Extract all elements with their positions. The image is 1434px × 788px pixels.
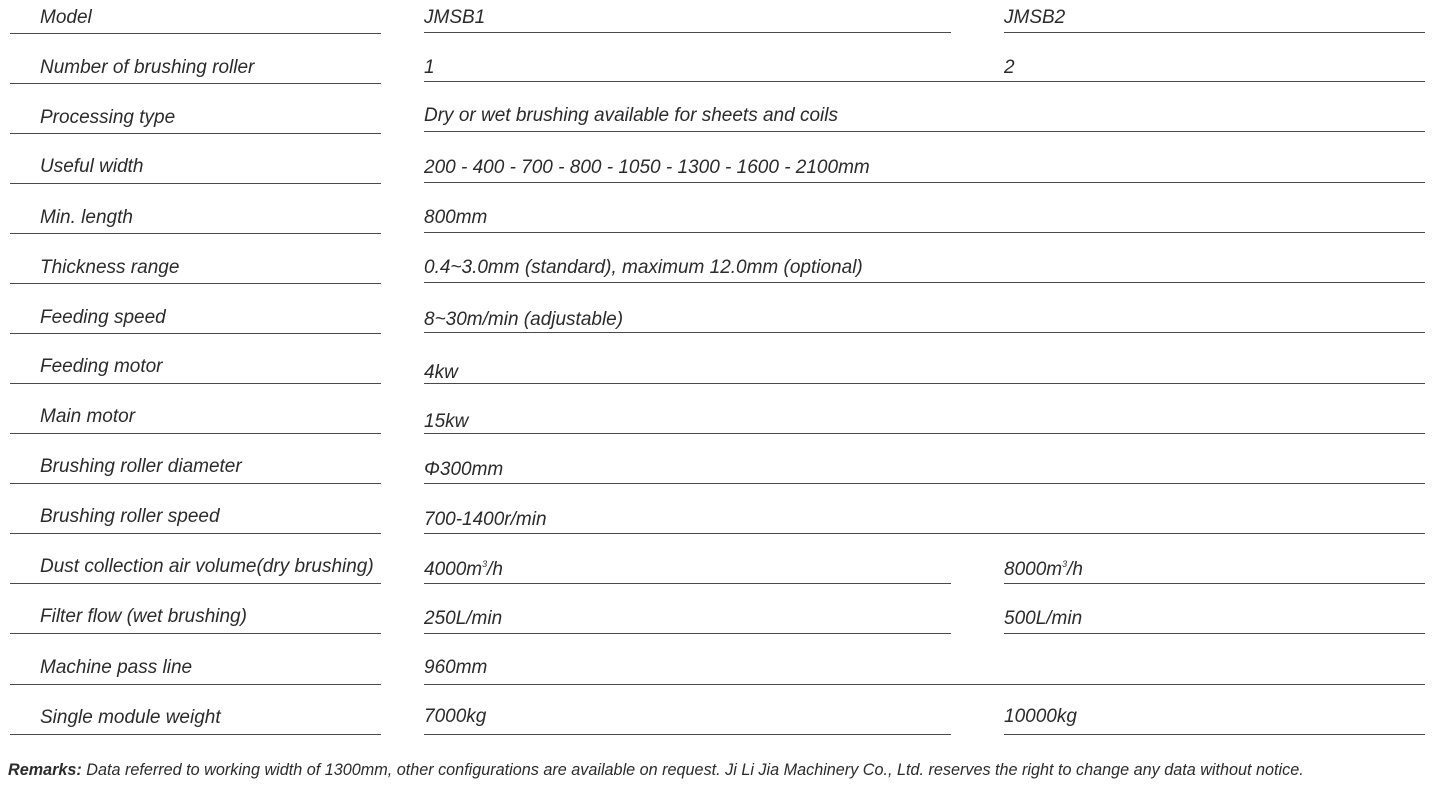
row-label: Min. length: [40, 207, 133, 228]
table-row: [0, 600, 1434, 650]
table-row: [0, 150, 1434, 200]
row-label: Brushing roller speed: [40, 506, 220, 527]
row-divider: [424, 182, 1425, 183]
row-value-jmsb1: Dry or wet brushing available for sheets and coils: [424, 105, 838, 126]
row-divider: [10, 734, 381, 735]
row-label: Single module weight: [40, 707, 221, 728]
row-value-jmsb1: 4kw: [424, 362, 458, 383]
value-suffix: /h: [487, 559, 503, 580]
row-divider: [10, 283, 381, 284]
row-divider: [424, 282, 1425, 283]
row-label: Dust collection air volume(dry brushing): [40, 556, 374, 577]
row-divider: [10, 383, 381, 384]
row-value-jmsb2: JMSB2: [1004, 7, 1066, 28]
row-value-jmsb2: [1004, 559, 1083, 581]
table-row: [0, 0, 1434, 50]
row-value-jmsb1: 200 - 400 - 700 - 800 - 1050 - 1300 - 1600 - 2100mm: [424, 157, 870, 178]
row-value-jmsb2: 10000kg: [1004, 706, 1077, 727]
value-text: 8000m: [1004, 559, 1063, 580]
row-divider: [10, 483, 381, 484]
row-divider: [424, 433, 1425, 434]
row-label: Machine pass line: [40, 657, 193, 678]
row-label: Brushing roller diameter: [40, 456, 242, 477]
row-divider: [10, 533, 381, 534]
table-row: [0, 450, 1434, 500]
row-label: Main motor: [40, 406, 136, 427]
remarks-note: [8, 760, 1304, 780]
row-divider: [10, 133, 381, 134]
value-suffix: /h: [1067, 559, 1083, 580]
row-label: Feeding speed: [40, 307, 166, 328]
row-divider: [424, 32, 951, 33]
row-divider: [424, 81, 1425, 82]
row-divider: [424, 583, 951, 584]
row-divider: [424, 483, 1425, 484]
row-divider: [10, 83, 381, 84]
row-label: Useful width: [40, 156, 144, 177]
row-value-jmsb1: 250L/min: [424, 608, 503, 629]
table-row: [0, 500, 1434, 550]
row-divider: [424, 131, 1425, 132]
table-row: [0, 100, 1434, 150]
table-row: [0, 50, 1434, 100]
table-row: [0, 700, 1434, 750]
row-label: Filter flow (wet brushing): [40, 606, 247, 627]
table-row: [0, 250, 1434, 300]
table-row: [0, 350, 1434, 400]
row-value-jmsb1: 7000kg: [424, 706, 487, 727]
row-divider: [10, 233, 381, 234]
row-value-jmsb1: 1: [424, 57, 435, 78]
table-row: [0, 650, 1434, 700]
row-label: Number of brushing roller: [40, 57, 255, 78]
row-value-jmsb2: 2: [1004, 57, 1015, 78]
row-divider: [424, 232, 1425, 233]
table-row: [0, 300, 1434, 350]
row-label: Processing type: [40, 107, 176, 128]
row-divider: [10, 183, 381, 184]
row-value-jmsb1: 8~30m/min (adjustable): [424, 309, 624, 330]
row-value-jmsb1: 700-1400r/min: [424, 509, 547, 530]
row-divider: [1004, 32, 1425, 33]
superscript: 3: [1062, 559, 1068, 569]
row-divider: [10, 333, 381, 334]
table-row: [0, 400, 1434, 450]
row-value-jmsb1: JMSB1: [424, 7, 486, 28]
row-divider: [10, 433, 381, 434]
row-divider: [424, 533, 1425, 534]
row-divider: [10, 684, 381, 685]
row-value-jmsb1: 0.4~3.0mm (standard), maximum 12.0mm (optional): [424, 257, 863, 278]
row-value-jmsb1: 960mm: [424, 657, 488, 678]
row-divider: [424, 383, 1425, 384]
row-divider: [424, 684, 1425, 685]
row-value-jmsb1: [424, 559, 503, 581]
row-divider: [424, 633, 951, 634]
remarks-label: Remarks:: [8, 761, 82, 779]
row-label: Thickness range: [40, 257, 180, 278]
row-divider: [424, 332, 1425, 333]
row-value-jmsb2: 500L/min: [1004, 608, 1083, 629]
row-value-jmsb1: 800mm: [424, 207, 488, 228]
row-divider: [1004, 633, 1425, 634]
row-divider: [10, 33, 381, 34]
row-divider: [1004, 583, 1425, 584]
row-label: Model: [40, 7, 92, 28]
row-divider: [1004, 734, 1425, 735]
superscript: 3: [482, 559, 488, 569]
value-text: 4000m: [424, 559, 483, 580]
row-divider: [10, 583, 381, 584]
table-row: [0, 550, 1434, 600]
row-divider: [10, 633, 381, 634]
table-row: [0, 200, 1434, 250]
row-value-jmsb1: Φ300mm: [424, 459, 504, 480]
row-divider: [424, 734, 951, 735]
row-value-jmsb1: 15kw: [424, 411, 469, 432]
remarks-text: Data referred to working width of 1300mm, other configurations are available on request. Ji Li Jia Machinery Co., Ltd. reserves the right to change any data without notice.: [86, 761, 1304, 779]
row-label: Feeding motor: [40, 356, 163, 377]
